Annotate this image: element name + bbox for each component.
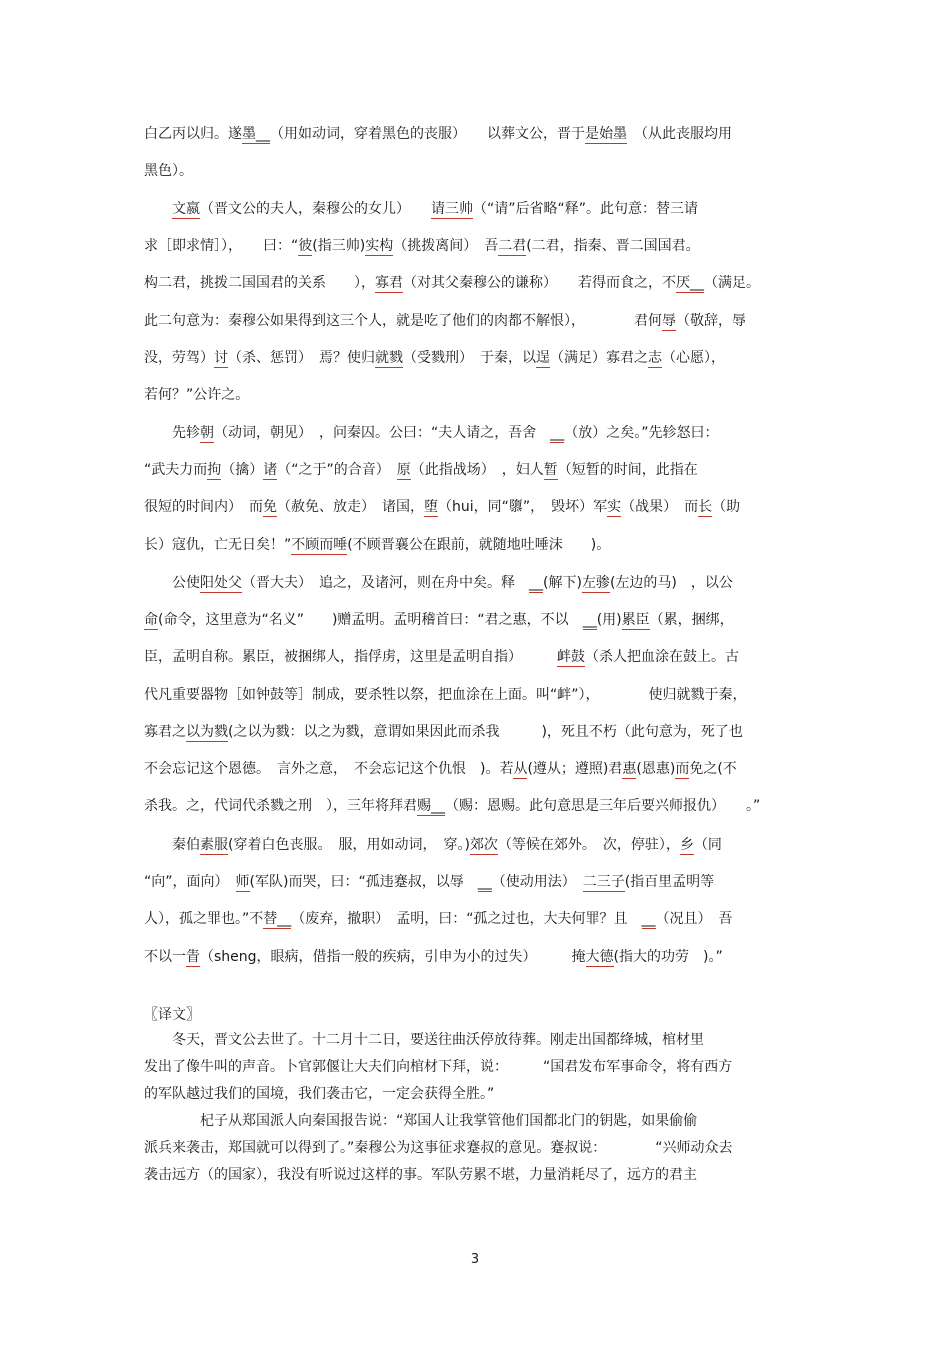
text-line	[144, 377, 806, 414]
underlined-term: 实构	[365, 238, 394, 255]
underlined-term: 文嬴	[172, 201, 200, 217]
underlined-term: 大德	[585, 948, 614, 965]
text-run: （放）之矣。”先轸怒曰：	[564, 425, 719, 441]
underlined-term: 赐__	[417, 798, 445, 815]
text-run: (左边的马) ，以公	[609, 575, 733, 591]
text-line	[144, 677, 806, 714]
text-line	[144, 751, 806, 788]
underlined-term: 诸	[263, 462, 278, 479]
underlined-term: 眚	[186, 948, 200, 965]
text-run: （赐：恩赐。此句意思是三年后要兴师报仇） 。”	[445, 798, 761, 815]
underlined-term: 惠	[622, 760, 637, 777]
underlined-term: __	[641, 911, 656, 928]
text-run: 没，劳驾）	[144, 349, 214, 366]
underlined-term: 免	[263, 499, 277, 516]
underlined-term: 请三帅	[431, 201, 473, 217]
text-run: 人），孤之罪也。”不	[144, 911, 264, 928]
text-run: (解下)	[543, 575, 582, 591]
text-run: （晋文公的夫人，秦穆公的女儿）	[200, 201, 431, 217]
text-line	[144, 939, 806, 976]
text-line	[144, 303, 806, 340]
translation-line: 冬天，晋文公去世了。十二月十二日，要送往曲沃停放待葬。刚走出国都绛城，棺材里	[144, 1032, 704, 1048]
underlined-term: 朝	[200, 425, 214, 441]
underlined-term: 辱	[662, 312, 676, 329]
text-run: 免之(不	[689, 760, 737, 777]
text-line	[144, 452, 806, 489]
underlined-term: 长	[698, 499, 713, 516]
text-run: （况且） 吾	[655, 911, 733, 928]
text-run	[144, 201, 172, 217]
underlined-term: 厌__	[676, 275, 704, 292]
underlined-term: 就戮	[375, 349, 403, 366]
text-run: （同	[693, 837, 722, 853]
text-line	[144, 340, 806, 377]
underlined-term: 彼	[298, 238, 313, 255]
translation-line: 发出了像牛叫的声音。卜官郭偃让大夫们向棺材下拜，说： “国君发布军事命令，将有西方	[144, 1059, 733, 1075]
text-line	[144, 153, 806, 190]
text-run: （满足）寡君之	[550, 349, 648, 366]
text-run: （sheng，眼病，借指一般的疾病，引申为小的过失） 掩	[200, 948, 586, 965]
underlined-term: 而	[675, 760, 690, 777]
underlined-term: 拘	[207, 462, 222, 479]
underlined-term: 命	[144, 612, 158, 629]
text-run: （晋大夫） 追之，及诸河，则在舟中矣。释	[242, 575, 529, 591]
text-run: 代凡重要器物［如钟鼓等］制成，要杀牲以祭，把血涂在上面。叫“衅”）， 使归就戮于秦，	[144, 686, 747, 703]
text-run: （心愿），	[662, 349, 725, 366]
text-line	[144, 901, 806, 938]
text-line	[144, 489, 806, 526]
text-run: （挑拨离间） 吾	[393, 238, 499, 255]
underlined-term: 暂	[543, 462, 558, 479]
note-paragraph-2	[144, 191, 806, 414]
underlined-term: 是始墨	[585, 126, 627, 142]
text-run: （hui，同“隳”， 毁坏）军	[438, 499, 608, 516]
underlined-term: __	[582, 612, 597, 629]
text-run: 若何？”公许之。	[144, 386, 250, 403]
text-run: (指大的功劳 )。”	[613, 948, 723, 965]
translation-heading: 〖译文〗	[144, 1007, 200, 1023]
text-line	[144, 565, 806, 602]
text-run: （短暂的时间，此指在	[557, 462, 698, 479]
translation-line: 杞子从郑国派人向秦国报告说：“郑国人让我掌管他们国都北门的钥匙，如果偷偷	[144, 1113, 698, 1129]
underlined-term: 师	[235, 874, 250, 891]
text-run: 秦伯	[144, 837, 200, 853]
text-run: （动词，朝见） ，问秦囚。公曰：“夫人请之，吾舍	[214, 425, 551, 441]
text-run: (不顾晋襄公在跟前，就随地吐唾沫 )。	[347, 536, 611, 553]
underlined-term: __	[529, 575, 543, 591]
text-run: 此二句意为：秦穆公如果得到这三个人，就是吃了他们的肉都不解恨）， 君何	[144, 312, 662, 329]
text-run: (之以为戮：以之为戮，意谓如果因此而杀我 )，死且不朽（此句意为，死了也	[228, 723, 743, 740]
text-run: “武夫力而	[144, 462, 208, 479]
translation-body	[144, 1027, 806, 1189]
underlined-term: 素服	[200, 837, 228, 853]
underlined-term: 实	[607, 499, 622, 516]
text-run: 寡君之	[144, 723, 186, 740]
text-run: (军队)而哭，曰：“孤违蹇叔，以辱	[249, 874, 478, 891]
text-run: (遵从；遵照)君	[527, 760, 623, 777]
page-number: 3	[470, 1252, 480, 1267]
text-run: “向”，面向）	[144, 874, 236, 891]
text-run: （敬辞，辱	[676, 312, 746, 329]
note-paragraph-3	[144, 415, 806, 564]
text-run: (穿着白色丧服。 服，用如动词， 穿。)	[228, 837, 470, 853]
underlined-term: 志	[648, 349, 662, 366]
text-run: （杀、惩罚） 焉？使归	[228, 349, 375, 366]
text-run: 白乙丙以归。遂	[144, 126, 242, 142]
text-line	[144, 527, 806, 564]
text-run: (指百里孟明等	[624, 874, 715, 891]
text-run: 求［即求情］）， 曰：“	[144, 238, 299, 255]
text-run: 臣，孟明自称。累臣，被捆绑人，指俘虏，这里是孟明自指）	[144, 649, 557, 666]
underlined-term: 堕	[424, 499, 438, 516]
underlined-term: 寡君	[375, 275, 403, 292]
underlined-term: 累臣	[621, 612, 650, 629]
text-line	[144, 788, 806, 825]
text-run: 很短的时间内） 而	[144, 499, 263, 516]
note-paragraph-5	[144, 827, 806, 976]
text-run: 不以一	[144, 948, 186, 965]
text-run: (命令，这里意为“名义” )赠孟明。孟明稽首曰：“君之惠，不以	[158, 612, 583, 629]
text-run: （擒）	[221, 462, 264, 479]
text-run: （此指战场） ，妇人	[410, 462, 544, 479]
text-run: （等候在郊外。 次，停驻），	[497, 837, 680, 853]
underlined-term: 左骖	[581, 575, 610, 591]
text-line	[144, 864, 806, 901]
underlined-term: __	[477, 874, 492, 891]
underlined-term: 讨	[214, 349, 228, 366]
underlined-term: 墨__	[242, 126, 270, 142]
text-line	[144, 116, 806, 153]
text-run: 构二君，挑拨二国国君的关系 ），	[144, 275, 375, 292]
text-line	[144, 714, 806, 751]
text-line	[144, 602, 806, 639]
note-paragraph-4	[144, 565, 806, 825]
text-run: （用如动词，穿着黑色的丧服） 以葬文公，晋于	[270, 126, 585, 142]
text-run: （助	[712, 499, 741, 516]
text-run: 黑色）。	[144, 163, 193, 180]
text-run: （战果） 而	[621, 499, 699, 516]
text-line	[144, 228, 806, 265]
text-run: （累，捆绑，	[649, 612, 734, 629]
text-line	[144, 827, 806, 864]
text-run: （从此丧服均用	[627, 126, 732, 142]
text-run: （废弃，撤职） 孟明，曰：“孤之过也，大夫何罪？且	[291, 911, 642, 928]
text-run: 长）寇仇，亡无日矣！”	[144, 536, 292, 553]
underlined-term: 二三子	[582, 874, 625, 891]
translation-line: 的军队越过我们的国境，我们袭击它，一定会获得全胜。”	[144, 1086, 495, 1102]
text-run: 不会忘记这个恩德。 言外之意， 不会忘记这个仇恨 )。若	[144, 760, 514, 777]
underlined-term: 衅鼓	[557, 649, 585, 666]
text-run: （杀人把血涂在鼓上。古	[585, 649, 739, 666]
underlined-term: __	[550, 425, 565, 441]
underlined-term: 不顾而唾	[291, 536, 348, 553]
translation-line: 袭击远方（的国家），我没有听说过这样的事。军队劳累不堪，力量消耗尽了，远方的君主	[144, 1167, 697, 1183]
text-run: 杀我。之，代词代杀戮之刑 ），三年将拜君	[144, 798, 417, 815]
text-run: （受戮刑） 于秦，以	[403, 349, 536, 366]
underlined-term: 从	[513, 760, 528, 777]
text-line	[144, 639, 806, 676]
text-run: (二君，指秦、晋二国国君。	[526, 238, 700, 255]
text-line	[144, 415, 806, 452]
underlined-term: 郊次	[469, 837, 498, 853]
underlined-term: 乡	[679, 837, 694, 853]
text-run: 公使	[144, 575, 200, 591]
underlined-term: 二君	[498, 238, 527, 255]
translation-line: 派兵来袭击，郑国就可以得到了。”秦穆公为这事征求蹇叔的意见。蹇叔说： “兴师动众去	[144, 1140, 733, 1156]
underlined-term: 以为戮	[186, 723, 228, 740]
note-paragraph-1	[144, 116, 806, 190]
text-run: (指三帅)	[312, 238, 366, 255]
text-run: 先轸	[144, 425, 200, 441]
underlined-term: 原	[396, 462, 411, 479]
text-run: (恩惠)	[636, 760, 676, 777]
text-line	[144, 191, 806, 228]
underlined-term: 替__	[263, 911, 292, 928]
text-run: （“之于”的合音）	[277, 462, 397, 479]
text-run: (用)	[596, 612, 622, 629]
underlined-term: 逞	[536, 349, 550, 366]
text-run: （“请”后省略“释”。此句意：替三请	[473, 201, 699, 217]
text-run: （使动用法）	[491, 874, 583, 891]
text-run: （满足。	[704, 275, 760, 292]
underlined-term: 阳处父	[200, 575, 242, 591]
text-run: （赦免、放走） 诸国，	[277, 499, 424, 516]
text-run: （对其父秦穆公的谦称） 若得而食之，不	[403, 275, 676, 292]
text-line	[144, 265, 806, 302]
